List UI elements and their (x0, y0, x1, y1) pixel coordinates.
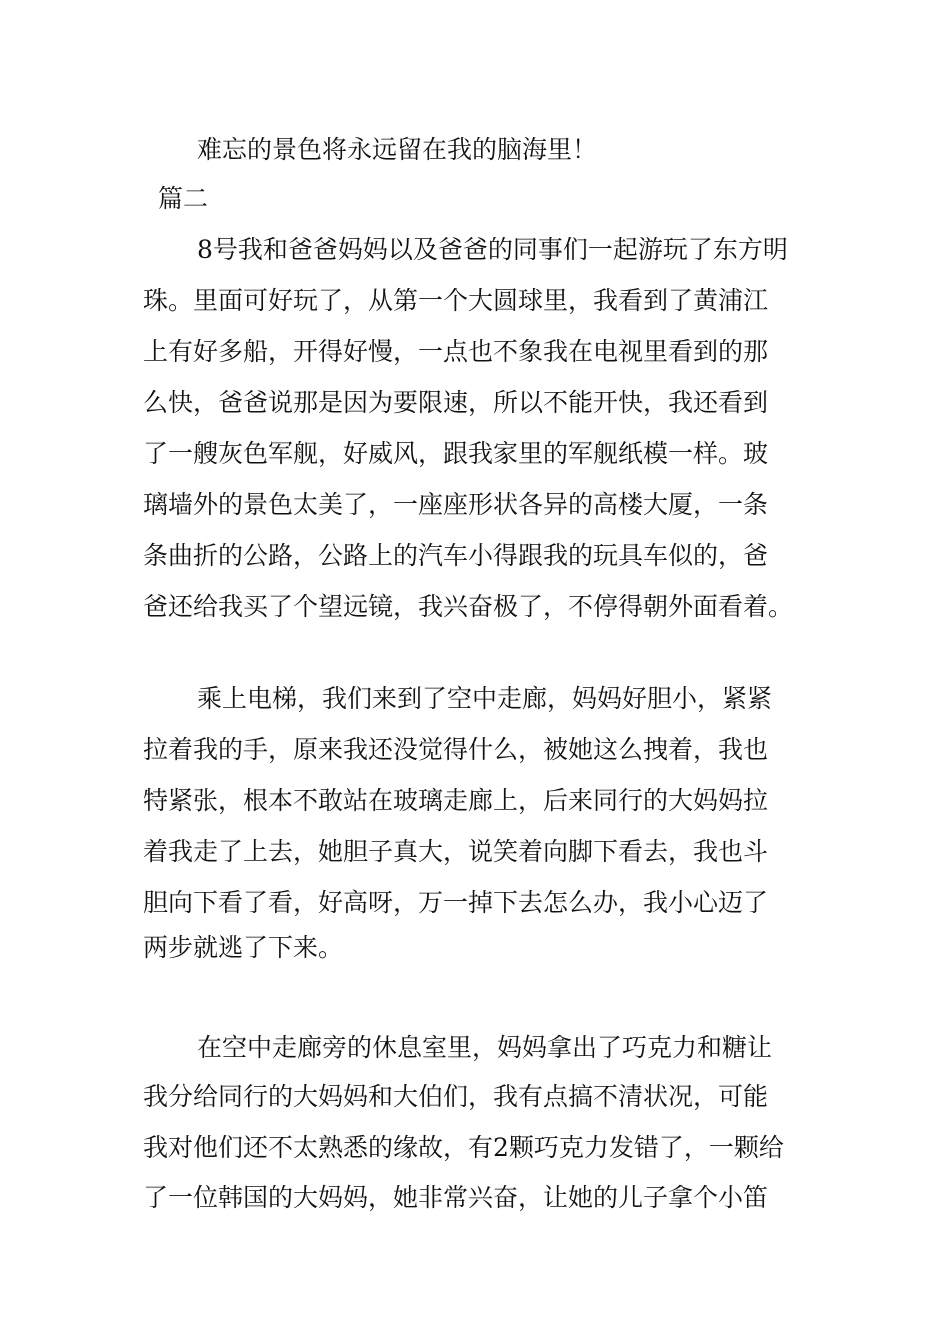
text-line: 了一艘灰色军舰，好威风，跟我家里的军舰纸模一样。玻 (143, 439, 769, 468)
section-heading: 篇二 (158, 184, 209, 213)
text-line: 爸还给我买了个望远镜，我兴奋极了，不停得朝外面看着。 (143, 592, 794, 621)
text-line: 上有好多船，开得好慢，一点也不象我在电视里看到的那 (143, 337, 769, 366)
text-line: 条曲折的公路，公路上的汽车小得跟我的玩具车似的，爸 (143, 541, 769, 570)
text-line: 两步就逃了下来。 (143, 933, 344, 962)
text-line: 难忘的景色将永远留在我的脑海里！ (197, 135, 598, 164)
text-line: 我对他们还不太熟悉的缘故，有2颗巧克力发错了，一颗给 (143, 1133, 784, 1162)
text-line: 么快，爸爸说那是因为要限速，所以不能开快，我还看到 (143, 388, 769, 417)
text-line: 8号我和爸爸妈妈以及爸爸的同事们一起游玩了东方明 (197, 235, 788, 264)
text-line: 胆向下看了看，好高呀，万一掉下去怎么办，我小心迈了 (143, 888, 769, 917)
text-line: 乘上电梯，我们来到了空中走廊，妈妈好胆小，紧紧 (197, 684, 773, 713)
text-line: 了一位韩国的大妈妈，她非常兴奋，让她的儿子拿个小笛 (143, 1183, 769, 1212)
text-line: 在空中走廊旁的休息室里，妈妈拿出了巧克力和糖让 (197, 1033, 773, 1062)
text-line: 珠。里面可好玩了，从第一个大圆球里，我看到了黄浦江 (143, 286, 769, 315)
text-line: 着我走了上去，她胆子真大，说笑着向脚下看去，我也斗 (143, 837, 769, 866)
text-line: 特紧张，根本不敢站在玻璃走廊上，后来同行的大妈妈拉 (143, 786, 769, 815)
text-line: 璃墙外的景色太美了，一座座形状各异的高楼大厦，一条 (143, 490, 769, 519)
text-line: 我分给同行的大妈妈和大伯们，我有点搞不清状况，可能 (143, 1082, 769, 1111)
text-line: 拉着我的手，原来我还没觉得什么，被她这么拽着，我也 (143, 735, 769, 764)
